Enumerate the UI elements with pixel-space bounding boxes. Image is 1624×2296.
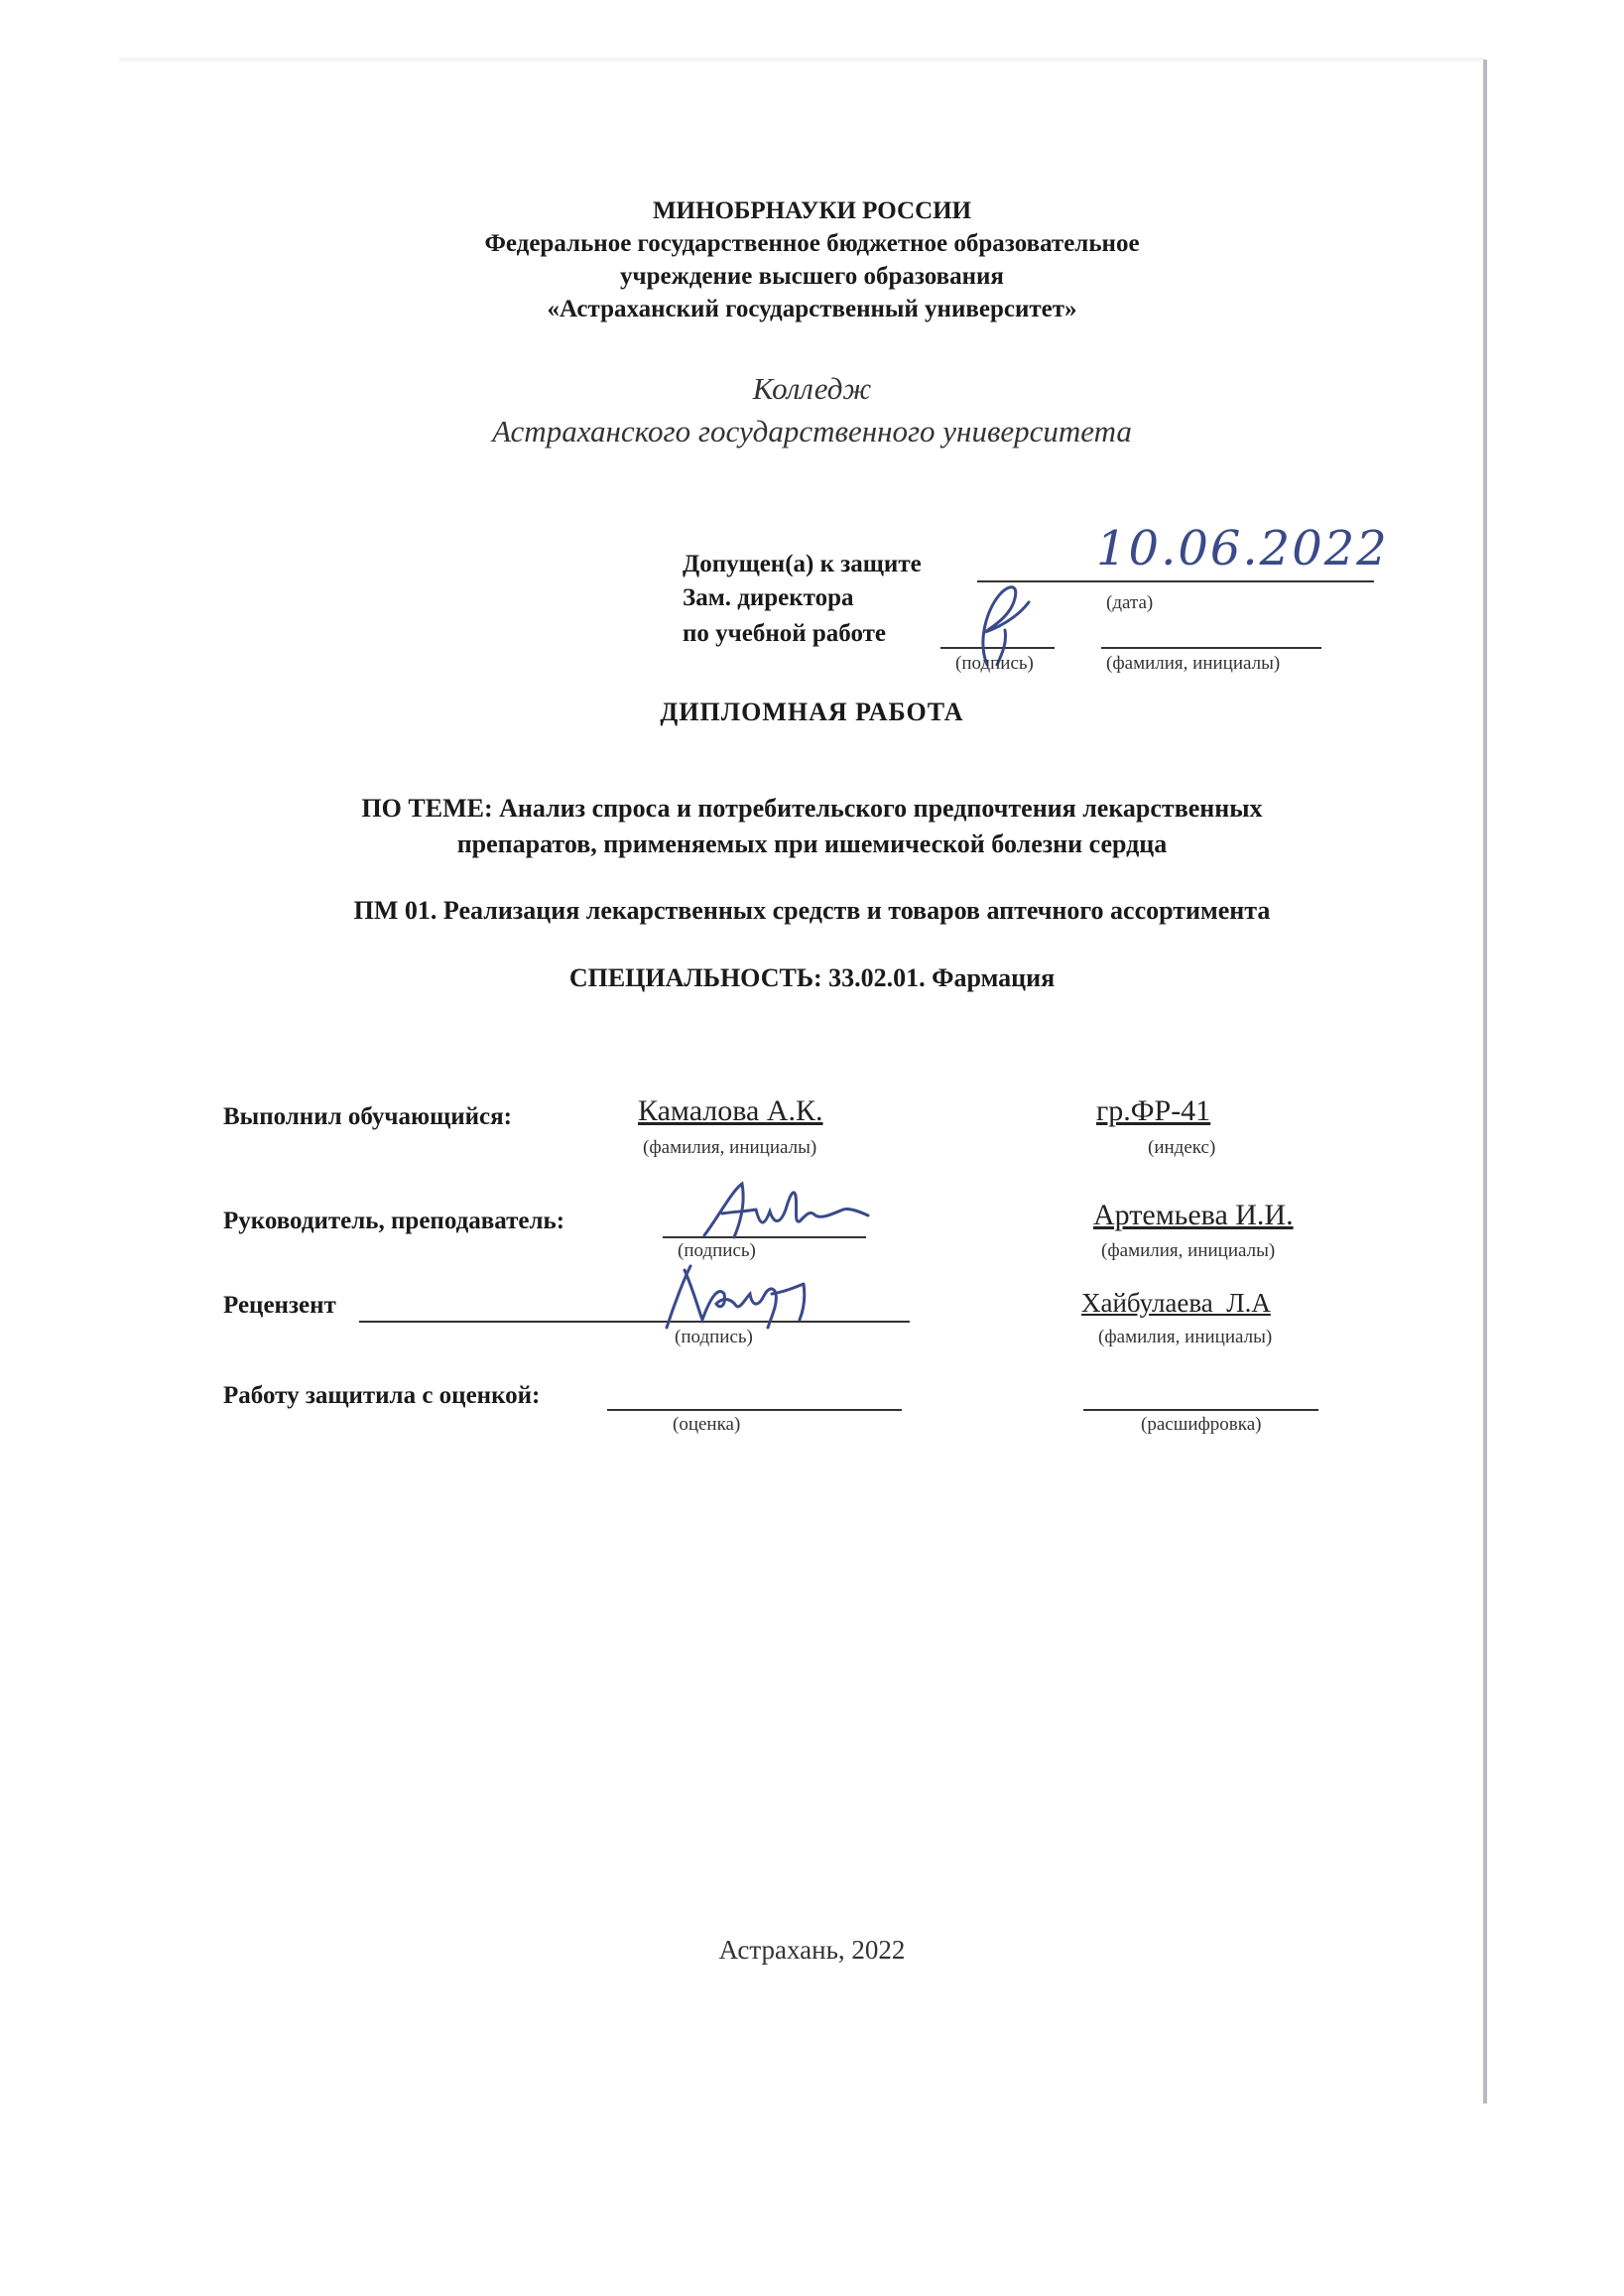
date-handwritten: 10.06.2022 xyxy=(1096,521,1389,576)
defense-grade-line xyxy=(607,1409,902,1411)
defense-decode-line xyxy=(1083,1409,1318,1411)
ministry-line: МИНОБРНАУКИ РОССИИ xyxy=(652,197,972,224)
college-line-2: Астраханского государственного университета xyxy=(492,414,1132,448)
reviewer-signature-line xyxy=(359,1321,910,1323)
admitted-label: Допущен(а) к защите xyxy=(683,551,922,577)
student-name: Камалова А.К. xyxy=(638,1094,823,1127)
academic-work-label: по учебной работе xyxy=(683,620,887,647)
city-year: Астрахань, 2022 xyxy=(718,1935,906,1965)
institution-line-2: учреждение высшего образования xyxy=(620,263,1004,290)
defense-label: Работу защитила с оценкой: xyxy=(223,1382,541,1409)
student-group-caption: (индекс) xyxy=(1148,1137,1216,1158)
supervisor-label: Руководитель, преподаватель: xyxy=(223,1208,565,1234)
institution-line-1: Федеральное государственное бюджетное образовательное xyxy=(484,230,1140,257)
reviewer-name-caption: (фамилия, инициалы) xyxy=(1098,1327,1273,1347)
supervisor-signature-caption: (подпись) xyxy=(678,1240,756,1261)
approval-name-caption: (фамилия, инициалы) xyxy=(1106,653,1281,674)
defense-decode-caption: (расшифровка) xyxy=(1141,1414,1262,1435)
reviewer-label: Рецензент xyxy=(223,1292,336,1319)
college-line-1: Колледж xyxy=(752,371,872,406)
date-caption: (дата) xyxy=(1106,592,1154,613)
reviewer-name: Хайбулаева_Л.А xyxy=(1081,1288,1271,1318)
scan-edge xyxy=(1483,60,1487,2104)
topic-line-1: ПО ТЕМЕ: Анализ спроса и потребительского предпочтения лекарственных xyxy=(361,794,1263,823)
reviewer-signature xyxy=(655,1258,823,1338)
defense-grade-caption: (оценка) xyxy=(673,1414,741,1435)
approval-signature-caption: (подпись) xyxy=(955,653,1034,674)
student-group: гр.ФР-41 xyxy=(1096,1094,1211,1127)
university-name: «Астраханский государственный университет» xyxy=(547,296,1077,322)
work-type-title: ДИПЛОМНАЯ РАБОТА xyxy=(660,698,964,726)
deputy-director-label: Зам. директора xyxy=(683,584,854,611)
student-label: Выполнил обучающийся: xyxy=(223,1103,512,1130)
topic-line-2: препаратов, применяемых при ишемической болезни сердца xyxy=(456,829,1168,858)
reviewer-signature-caption: (подпись) xyxy=(675,1327,753,1347)
approval-name-line xyxy=(1101,647,1321,649)
supervisor-signature xyxy=(694,1176,873,1250)
specialty-title: СПЕЦИАЛЬНОСТЬ: 33.02.01. Фармация xyxy=(568,963,1056,992)
module-title: ПМ 01. Реализация лекарственных средств и товаров аптечного ассортимента xyxy=(353,896,1271,925)
supervisor-name-caption: (фамилия, инициалы) xyxy=(1101,1240,1276,1261)
student-name-caption: (фамилия, инициалы) xyxy=(643,1137,817,1158)
scan-top-shade xyxy=(119,58,1483,64)
supervisor-name: Артемьева И.И. xyxy=(1093,1199,1294,1231)
